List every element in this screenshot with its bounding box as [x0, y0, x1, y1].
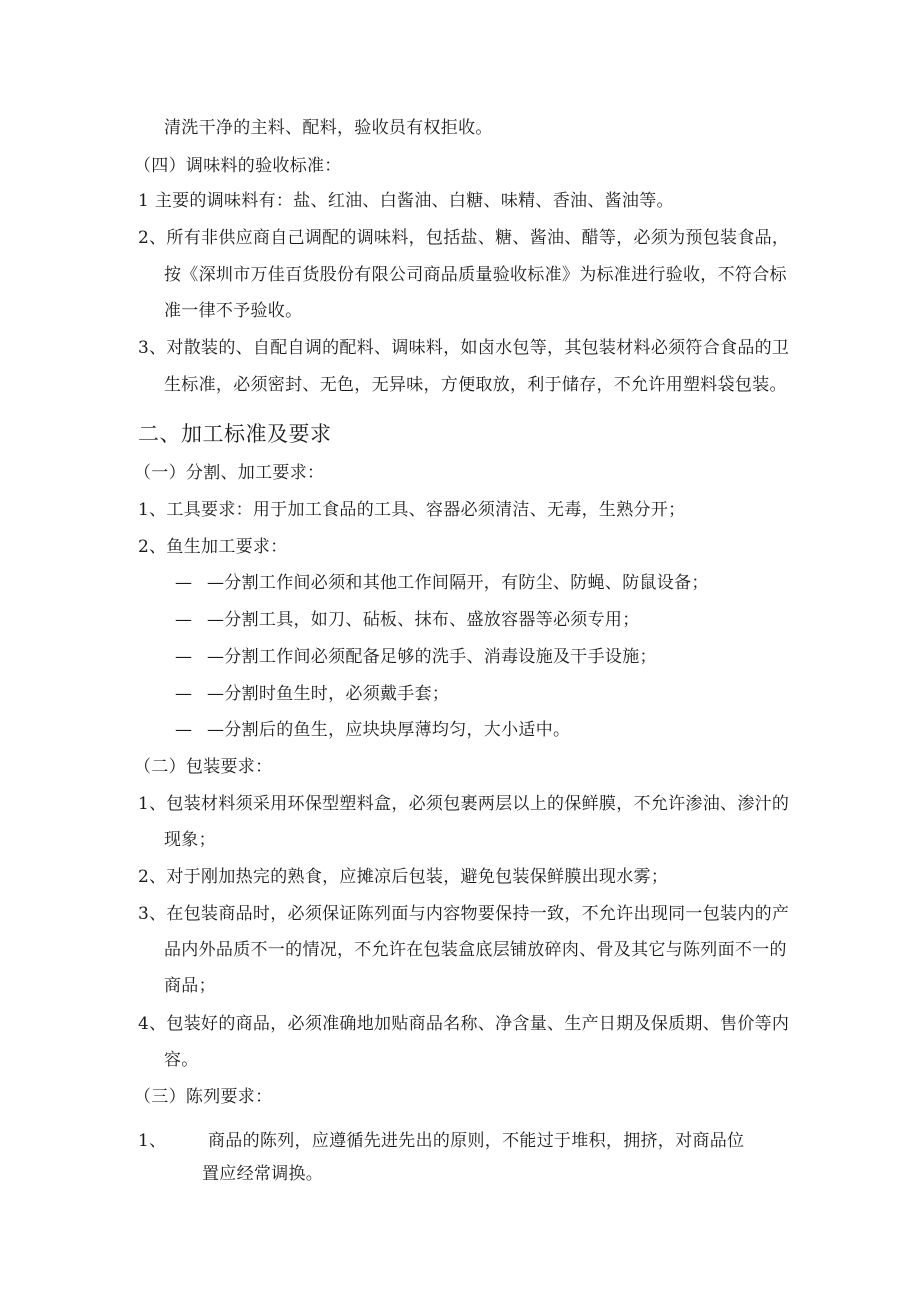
dash-bullet: —: [175, 720, 192, 740]
list-item-continuation: 按《深圳市万佳百货股份有限公司商品质量验收标准》为标准进行验收，不符合标: [164, 265, 787, 285]
list-item-continuation: 容。: [164, 1050, 199, 1070]
dash-item: —分割工具，如刀、砧板、抹布、盛放容器等必须专用；: [207, 610, 640, 630]
list-item: 3、在包装商品时，必须保证陈列面与内容物要保持一致，不允许出现同一包装内的产: [138, 904, 790, 924]
list-item-continuation: 品内外品质不一的情况，不允许在包装盒底层铺放碎肉、骨及其它与陈列面不一的: [164, 940, 787, 960]
dash-bullet: —: [175, 610, 192, 630]
dash-bullet: —: [175, 684, 192, 704]
list-item: 商品的陈列，应遵循先进先出的原则，不能过于堆积，拥挤，对商品位: [208, 1131, 745, 1151]
dash-bullet: —: [175, 647, 192, 667]
list-item: 2、鱼生加工要求：: [138, 537, 288, 557]
dash-item: —分割工作间必须配备足够的洗手、消毒设施及干手设施；: [207, 647, 657, 667]
list-item-continuation: 商品；: [164, 976, 216, 996]
subsection-heading: （四）调味料的验收标准：: [134, 156, 342, 176]
list-item: 3、对散装的、自配自调的配料、调味料，如卤水包等，其包装材料必须符合食品的卫: [138, 338, 790, 358]
section-heading: 二、加工标准及要求: [138, 422, 332, 446]
dash-bullet: —: [175, 573, 192, 593]
list-item: 2、所有非供应商自己调配的调味料，包括盐、糖、酱油、醋等，必须为预包装食品，: [138, 228, 790, 248]
list-item: 1、包装材料须采用环保型塑料盒，必须包裹两层以上的保鲜膜，不允许渗油、渗汁的: [138, 794, 790, 814]
subsection-heading: （三）陈列要求：: [134, 1087, 273, 1107]
list-item: 2、对于刚加热完的熟食，应摊凉后包装，避免包装保鲜膜出现水雾；: [138, 867, 669, 887]
dash-item: —分割时鱼生时，必须戴手套；: [207, 684, 450, 704]
paragraph-line: 清洗干净的主料、配料，验收员有权拒收。: [164, 118, 493, 138]
list-item-continuation: 生标准，必须密封、无色，无异味，方便取放，利于储存，不允许用塑料袋包装。: [164, 375, 787, 395]
dash-item: —分割工作间必须和其他工作间隔开，有防尘、防蝇、防鼠设备；: [207, 573, 709, 593]
list-item-continuation: 置应经常调换。: [202, 1164, 324, 1184]
list-item: 1 主要的调味料有：盐、红油、白酱油、白糖、味精、香油、酱油等。: [138, 191, 674, 211]
list-item: 4、包装好的商品，必须准确地加贴商品名称、净含量、生产日期及保质期、售价等内: [138, 1014, 790, 1034]
subsection-heading: （二）包装要求：: [134, 757, 273, 777]
dash-item: —分割后的鱼生，应块块厚薄均匀，大小适中。: [207, 720, 571, 740]
list-item-continuation: 现象；: [164, 830, 216, 850]
list-item-continuation: 准一律不予验收。: [164, 301, 303, 321]
list-item-number: 1、: [138, 1131, 167, 1151]
subsection-heading: （一）分割、加工要求：: [134, 463, 325, 483]
list-item: 1、工具要求：用于加工食品的工具、容器必须清洁、无毒，生熟分开；: [138, 500, 686, 520]
